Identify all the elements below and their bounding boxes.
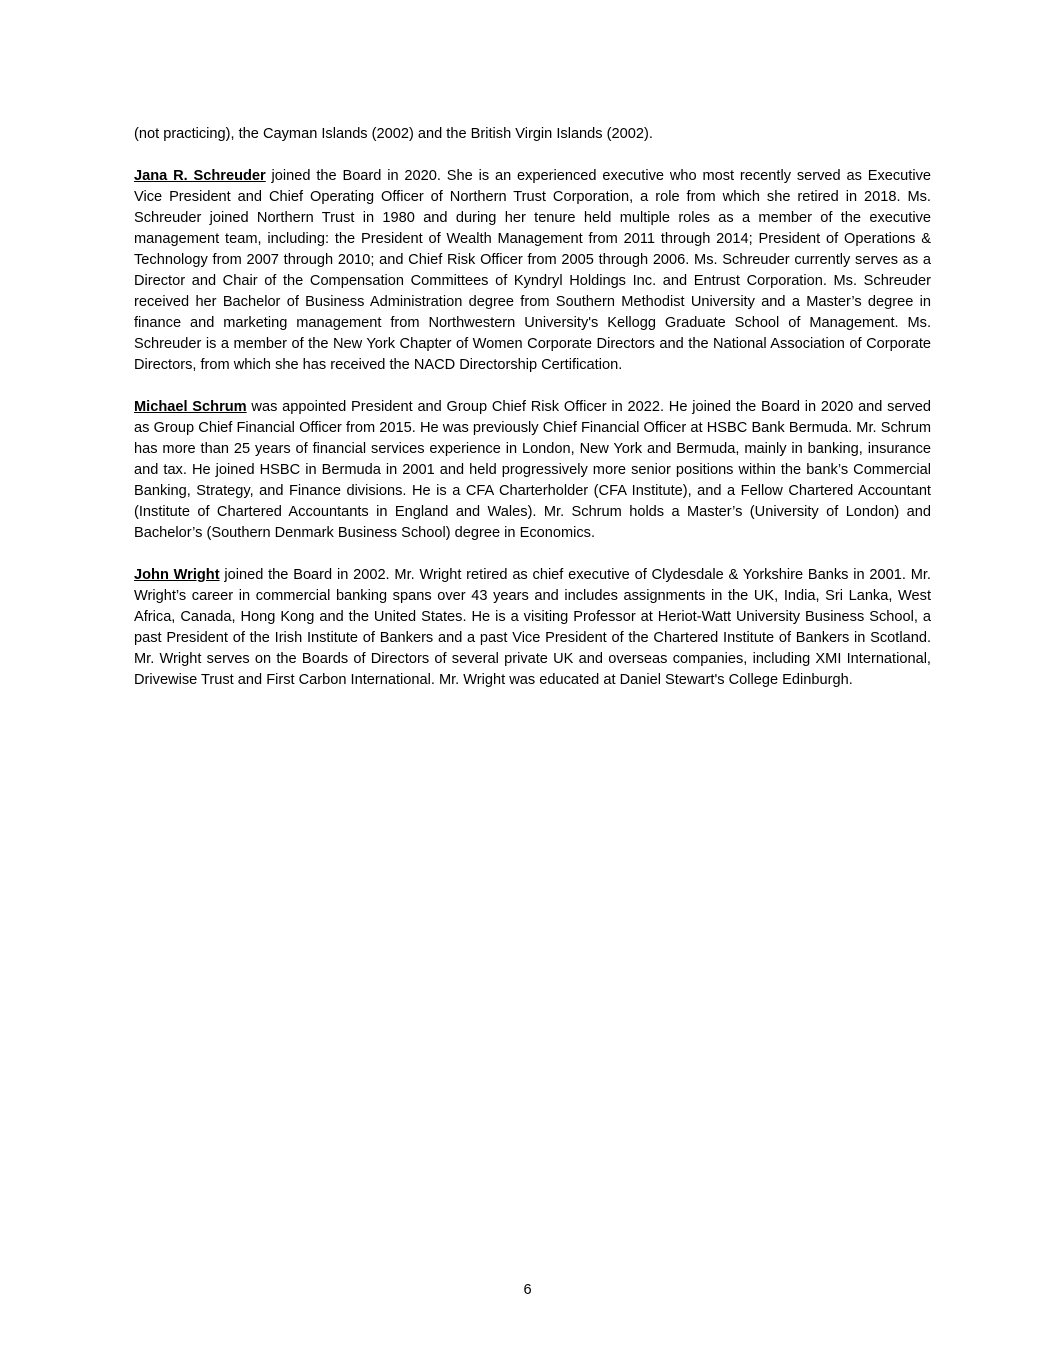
bio-name-wright: John Wright [134,567,220,583]
bio-name-schreuder: Jana R. Schreuder [134,168,266,184]
bio-text-schrum: was appointed President and Group Chief Risk Officer in 2022. He joined the Board in 2020 and served as Group Chief Financial Officer from 2015. He was previously Chief Financial Officer at HSBC Bank Bermuda. Mr. Schrum has more than 25 years of financial services experience in London, New York and Bermuda, mainly in banking, insurance and tax. He joined HSBC in Bermuda in 2001 and held progressively more senior positions within the bank’s Commercial Banking, Strategy, and Finance divisions. He is a CFA Charterholder (CFA Institute), and a Fellow Chartered Accountant (Institute of Chartered Accountants in England and Wales). Mr. Schrum holds a Master’s (University of London) and Bachelor’s (Southern Denmark Business School) degree in Economics. [134,399,931,541]
bio-paragraph-wright [134,565,931,691]
bio-name-schrum: Michael Schrum [134,399,247,415]
document-body [134,124,931,712]
intro-paragraph [134,124,931,145]
bio-paragraph-schreuder [134,166,931,376]
bio-text-wright: joined the Board in 2002. Mr. Wright retired as chief executive of Clydesdale & Yorkshire Banks in 2001. Mr. Wright’s career in commercial banking spans over 43 years and includes assignments in the UK, India, Sri Lanka, West Africa, Canada, Hong Kong and the United States. He is a visiting Professor at Heriot-Watt University Business School, a past President of the Irish Institute of Bankers and a past Vice President of the Chartered Institute of Bankers in Scotland. Mr. Wright serves on the Boards of Directors of several private UK and overseas companies, including XMI International, Drivewise Trust and First Carbon International. Mr. Wright was educated at Daniel Stewart's College Edinburgh. [134,567,931,688]
intro-text: (not practicing), the Cayman Islands (2002) and the British Virgin Islands (2002). [134,126,653,142]
bio-text-schreuder: joined the Board in 2020. She is an experienced executive who most recently served as Executive Vice President and Chief Operating Officer of Northern Trust Corporation, a role from which she retired in 2018. Ms. Schreuder joined Northern Trust in 1980 and during her tenure held multiple roles as a member of the executive management team, including: the President of Wealth Management from 2011 through 2014; President of Operations & Technology from 2007 through 2010; and Chief Risk Officer from 2005 through 2006. Ms. Schreuder currently serves as a Director and Chair of the Compensation Committees of Kyndryl Holdings Inc. and Entrust Corporation. Ms. Schreuder received her Bachelor of Business Administration degree from Southern Methodist University and a Master’s degree in finance and marketing management from Northwestern University's Kellogg Graduate School of Management. Ms. Schreuder is a member of the New York Chapter of Women Corporate Directors and the National Association of Corporate Directors, from which she has received the NACD Directorship Certification. [134,168,931,373]
bio-paragraph-schrum [134,397,931,544]
page-number: 6 [523,1282,532,1298]
